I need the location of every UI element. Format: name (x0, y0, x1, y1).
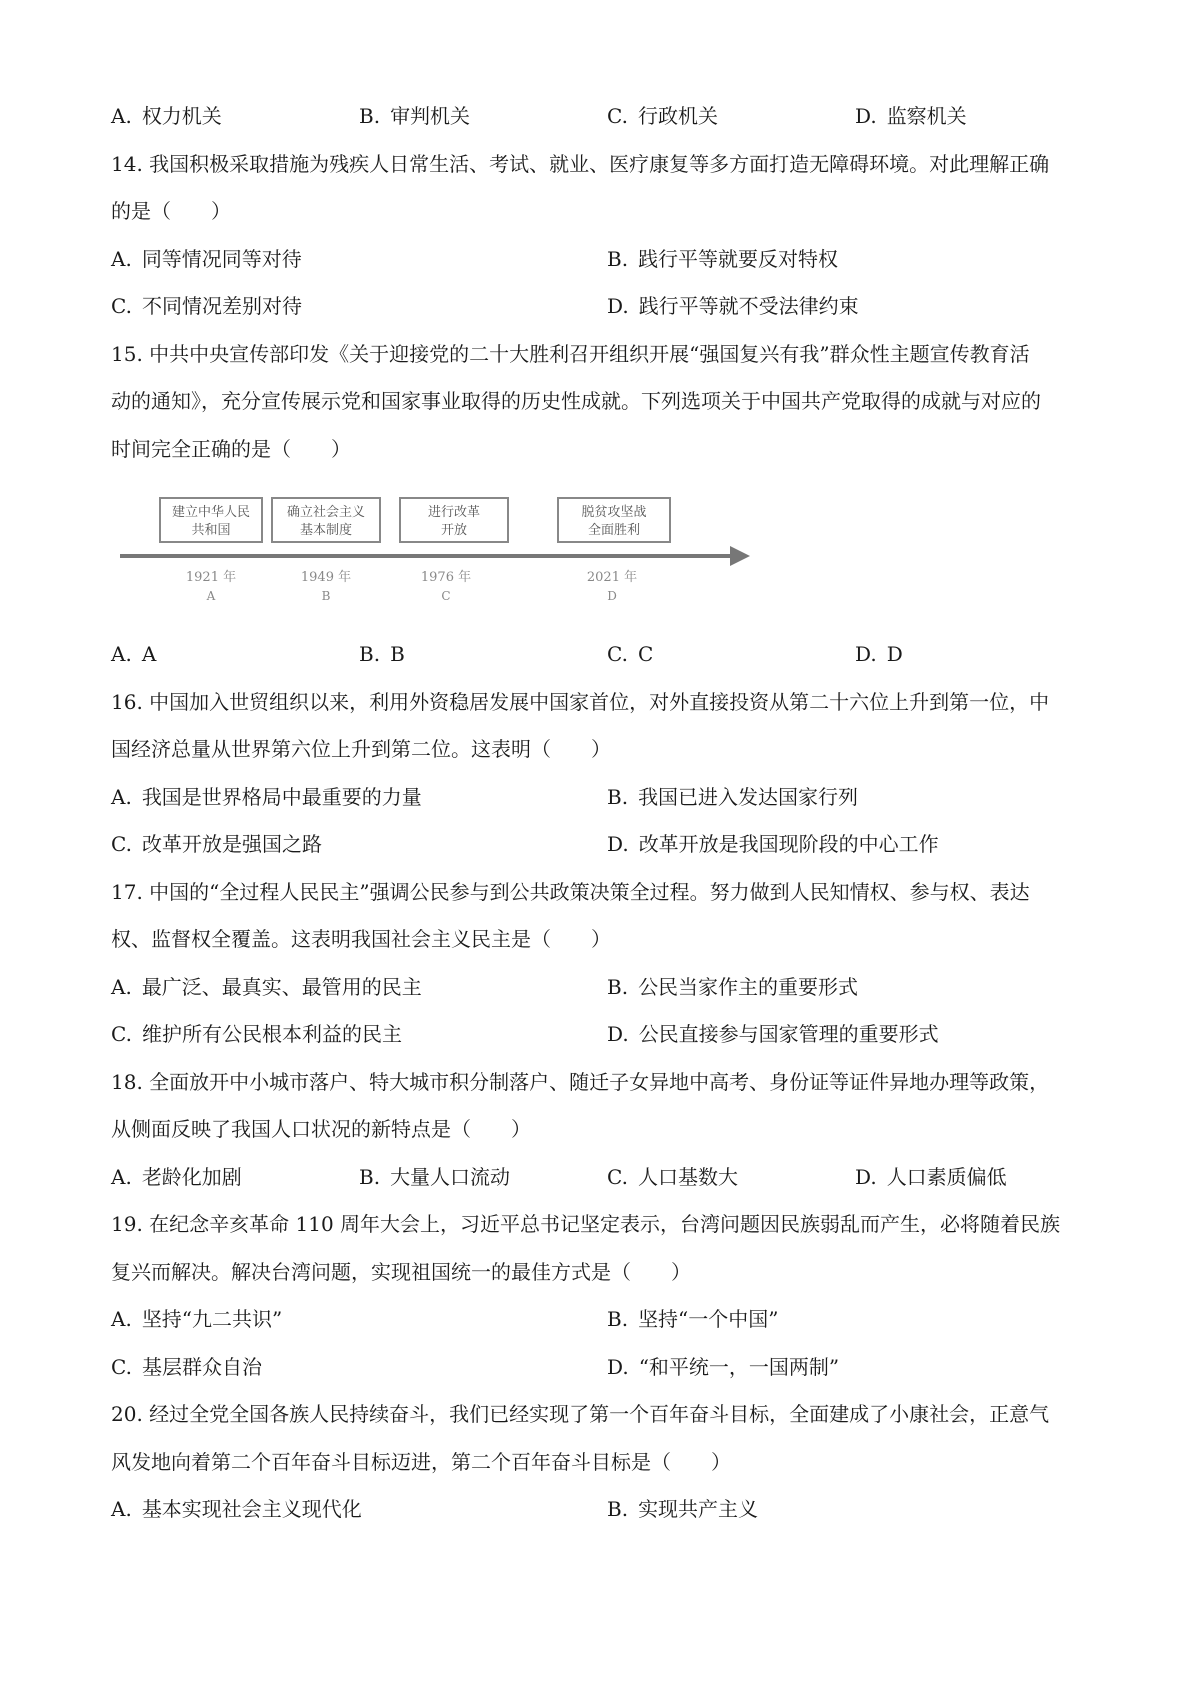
q18-option-c[interactable]: C. 人口基数大 (607, 1165, 738, 1189)
q15-timeline-figure (120, 488, 760, 618)
q16-option-b[interactable]: B. 我国已进入发达国家行列 (607, 785, 859, 809)
q17-stem-line-2: 权、监督权全覆盖。这表明我国社会主义民主是（ ） (111, 927, 611, 951)
timeline-mark-b: B (321, 589, 331, 603)
timeline-mark-c: C (441, 589, 451, 603)
q16-option-d[interactable]: D. 改革开放是我国现阶段的中心工作 (607, 832, 939, 856)
q14-stem-line-2: 的是（ ） (111, 199, 231, 223)
q14-option-b[interactable]: B. 践行平等就要反对特权 (607, 247, 839, 271)
q14-option-a[interactable]: A. 同等情况同等对待 (111, 247, 302, 271)
q19-option-d[interactable]: D. “和平统一，一国两制” (607, 1355, 840, 1379)
q18-stem-line-2: 从侧面反映了我国人口状况的新特点是（ ） (111, 1117, 531, 1141)
q19-option-b[interactable]: B. 坚持“一个中国” (607, 1307, 779, 1331)
q20-options-row-1 (111, 1495, 1111, 1523)
q15-options (111, 640, 1111, 668)
q13-option-d[interactable]: D. 监察机关 (855, 104, 967, 128)
timeline-box-b-line-1: 确立社会主义 (286, 505, 366, 520)
q18-option-a[interactable]: A. 老龄化加剧 (111, 1165, 242, 1189)
q15-stem-line-2: 动的通知》，充分宣传展示党和国家事业取得的历史性成就。下列选项关于中国共产党取得的成就与对应的 (111, 389, 1041, 413)
q15-option-a[interactable]: A. A (111, 642, 157, 666)
q19-stem-line-1: 19. 在纪念辛亥革命 110 周年大会上，习近平总书记坚定表示，台湾问题因民族弱乱而产生，必将随着民族 (111, 1212, 1061, 1236)
q20-stem-line-2: 风发地向着第二个百年奋斗目标迈进，第二个百年奋斗目标是（ ） (111, 1450, 731, 1474)
q17-option-c[interactable]: C. 维护所有公民根本利益的民主 (111, 1022, 402, 1046)
q15-option-b[interactable]: B. B (359, 642, 405, 666)
timeline-mark-a: A (206, 589, 216, 603)
q17-options-row-1 (111, 973, 1111, 1001)
q15-option-d[interactable]: D. D (855, 642, 903, 666)
q17-option-d[interactable]: D. 公民直接参与国家管理的重要形式 (607, 1022, 939, 1046)
q16-option-c[interactable]: C. 改革开放是强国之路 (111, 832, 322, 856)
timeline-year-b: 1949 年 (300, 570, 352, 585)
q17-option-a[interactable]: A. 最广泛、最真实、最管用的民主 (111, 975, 422, 999)
q19-options-row-2 (111, 1353, 1111, 1381)
timeline-box-a-line-2: 共和国 (191, 523, 231, 538)
q19-option-c[interactable]: C. 基层群众自治 (111, 1355, 262, 1379)
q16-stem-line-2: 国经济总量从世界第六位上升到第二位。这表明（ ） (111, 737, 611, 761)
q14-options-row-1 (111, 245, 1111, 273)
q16-option-a[interactable]: A. 我国是世界格局中最重要的力量 (111, 785, 422, 809)
q18-stem-line-1: 18. 全面放开中小城市落户、特大城市积分制落户、随迁子女异地中高考、身份证等证件异地办理等政策， (111, 1070, 1050, 1094)
q15-option-c[interactable]: C. C (607, 642, 654, 666)
timeline-svg (120, 488, 760, 618)
q16-stem-line-1: 16. 中国加入世贸组织以来，利用外资稳居发展中国家首位，对外直接投资从第二十六位上升到第一位，中 (111, 690, 1050, 714)
q20-option-a[interactable]: A. 基本实现社会主义现代化 (111, 1497, 362, 1521)
q15-stem-line-1: 15. 中共中央宣传部印发《关于迎接党的二十大胜利召开组织开展“强国复兴有我”群众性主题宣传教育活 (111, 342, 1030, 366)
q19-option-a[interactable]: A. 坚持“九二共识” (111, 1307, 283, 1331)
q18-option-b[interactable]: B. 大量人口流动 (359, 1165, 511, 1189)
timeline-mark-d: D (607, 589, 617, 603)
q19-options-row-1 (111, 1305, 1111, 1333)
q18-option-d[interactable]: D. 人口素质偏低 (855, 1165, 1007, 1189)
q13-option-c[interactable]: C. 行政机关 (607, 104, 718, 128)
q16-options-row-1 (111, 783, 1111, 811)
q20-option-b[interactable]: B. 实现共产主义 (607, 1497, 759, 1521)
timeline-box-c-line-1: 进行改革 (427, 505, 481, 520)
q14-stem-line-1: 14. 我国积极采取措施为残疾人日常生活、考试、就业、医疗康复等多方面打造无障碍环境。对此理解正确 (111, 152, 1050, 176)
timeline-box-b-line-2: 基本制度 (299, 523, 353, 538)
timeline-box-c-line-2: 开放 (440, 523, 468, 538)
q14-option-c[interactable]: C. 不同情况差别对待 (111, 294, 302, 318)
timeline-box-d-line-2: 全面胜利 (587, 523, 641, 538)
q18-options (111, 1163, 1111, 1191)
q14-options-row-2 (111, 292, 1111, 320)
timeline-box-a-line-1: 建立中华人民 (171, 505, 251, 520)
timeline-year-c: 1976 年 (420, 570, 472, 585)
timeline-arrowhead (730, 546, 750, 566)
timeline-year-a: 1921 年 (185, 570, 237, 585)
q15-stem-line-3: 时间完全正确的是（ ） (111, 437, 351, 461)
timeline-year-d: 2021 年 (586, 570, 638, 585)
q19-stem-line-2: 复兴而解决。解决台湾问题，实现祖国统一的最佳方式是（ ） (111, 1260, 691, 1284)
q14-option-d[interactable]: D. 践行平等就不受法律约束 (607, 294, 859, 318)
q13-option-b[interactable]: B. 审判机关 (359, 104, 471, 128)
q13-option-a[interactable]: A. 权力机关 (111, 104, 222, 128)
q20-stem-line-1: 20. 经过全党全国各族人民持续奋斗，我们已经实现了第一个百年奋斗目标，全面建成了小康社会，正意气 (111, 1402, 1050, 1426)
q17-stem-line-1: 17. 中国的“全过程人民民主”强调公民参与到公共政策决策全过程。努力做到人民知情权、参与权、表达 (111, 880, 1030, 904)
q17-options-row-2 (111, 1020, 1111, 1048)
q13-options (111, 102, 1111, 130)
timeline-box-d-line-1: 脱贫攻坚战 (581, 505, 647, 520)
q17-option-b[interactable]: B. 公民当家作主的重要形式 (607, 975, 859, 999)
q16-options-row-2 (111, 830, 1111, 858)
